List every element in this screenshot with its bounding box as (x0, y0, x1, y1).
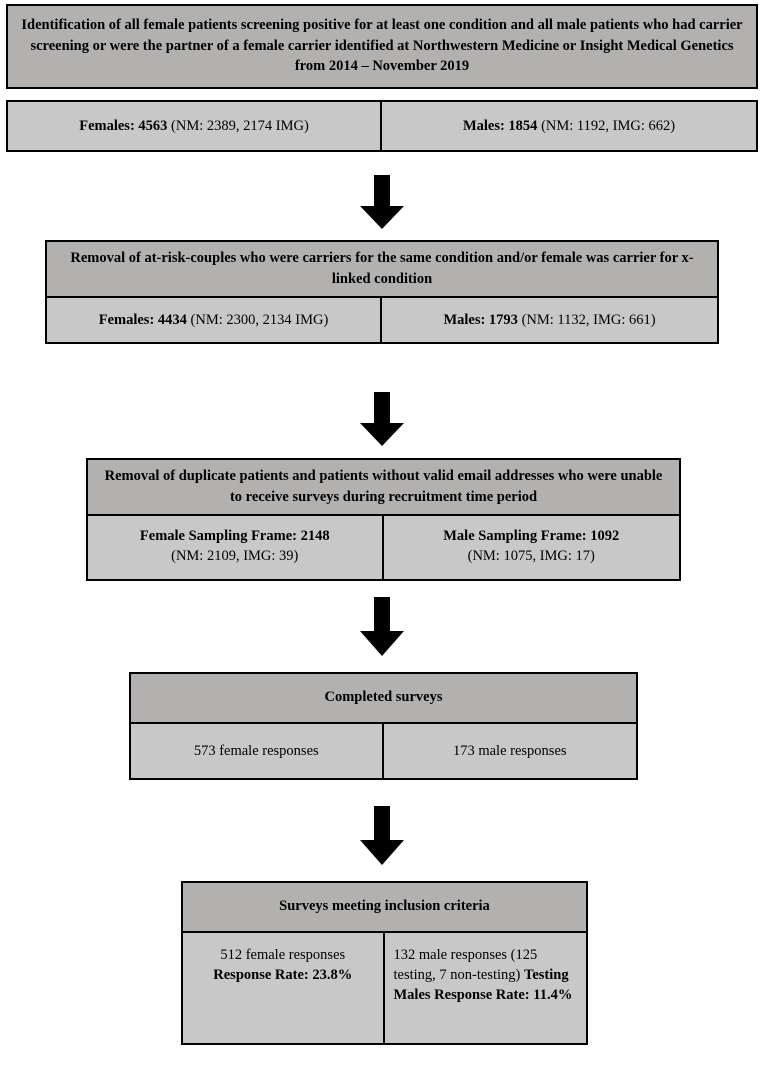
step2-female-count-detail: (NM: 2300, 2134 IMG) (186, 312, 329, 329)
initial-counts-row (8, 102, 756, 150)
step5-female-results (183, 933, 385, 1043)
step3-female-frame (88, 516, 384, 579)
step4-male-responses: 173 male responses (384, 724, 637, 778)
step3-box (86, 458, 681, 581)
step5-male-results (385, 933, 587, 1043)
initial-male-count (382, 102, 756, 150)
step5-female-response-rate: Response Rate: 23.8% (213, 966, 353, 983)
initial-male-count-detail: (NM: 1192, IMG: 662) (537, 118, 676, 134)
step2-female-count (47, 298, 382, 342)
step2-header: Removal of at-risk-couples who were carriers for the same condition and/or female was carrier for x-linked condition (47, 242, 717, 298)
step2-row (47, 298, 717, 342)
step4-female-responses: 573 female responses (131, 724, 384, 778)
initial-female-count-bold: Females: 4563 (79, 118, 168, 134)
step5-row (183, 933, 586, 1043)
down-arrow-1 (359, 175, 405, 230)
initial-female-count-detail: (NM: 2389, 2174 IMG) (167, 118, 309, 134)
title-box (6, 4, 758, 89)
down-arrow-3 (359, 597, 405, 657)
down-arrow-2 (359, 392, 405, 447)
step4-header: Completed surveys (131, 674, 636, 724)
step5-box (181, 881, 588, 1045)
step5-header: Surveys meeting inclusion criteria (183, 883, 586, 933)
initial-counts-box (6, 100, 758, 152)
step5-male-response-rate: Testing Males Response Rate: 11.4% (393, 966, 573, 1004)
step3-male-frame-detail: (NM: 1075, IMG: 17) (467, 548, 595, 565)
initial-female-count (8, 102, 382, 150)
step3-row (88, 516, 679, 579)
step2-box (45, 240, 719, 344)
down-arrow-4 (359, 806, 405, 866)
step2-male-count-bold: Males: 1793 (443, 312, 518, 329)
title-text: Identification of all female patients screening positive for at least one condition and all male patients who had carrier screening or were the partner of a female carrier identified at Northwestern Medicine or Insight Medical Genetics from 2014 – November 2019 (8, 6, 756, 87)
step5-female-responses: 512 female responses (220, 946, 346, 963)
step4-row (131, 724, 636, 778)
step3-header: Removal of duplicate patients and patients without valid email addresses who were unable to receive surveys during recruitment time period (88, 460, 679, 516)
step4-box (129, 672, 638, 780)
step3-female-frame-bold: Female Sampling Frame: 2148 (139, 528, 330, 545)
step3-male-frame-bold: Male Sampling Frame: 1092 (443, 528, 620, 545)
step3-male-frame (384, 516, 680, 579)
step2-female-count-bold: Females: 4434 (98, 312, 187, 329)
step5-male-responses: 132 male responses (125 testing, 7 non-testing) (393, 946, 538, 983)
initial-male-count-bold: Males: 1854 (462, 118, 538, 134)
step2-male-count-detail: (NM: 1132, IMG: 661) (517, 312, 656, 329)
step3-female-frame-detail: (NM: 2109, IMG: 39) (171, 548, 299, 565)
step2-male-count (382, 298, 717, 342)
